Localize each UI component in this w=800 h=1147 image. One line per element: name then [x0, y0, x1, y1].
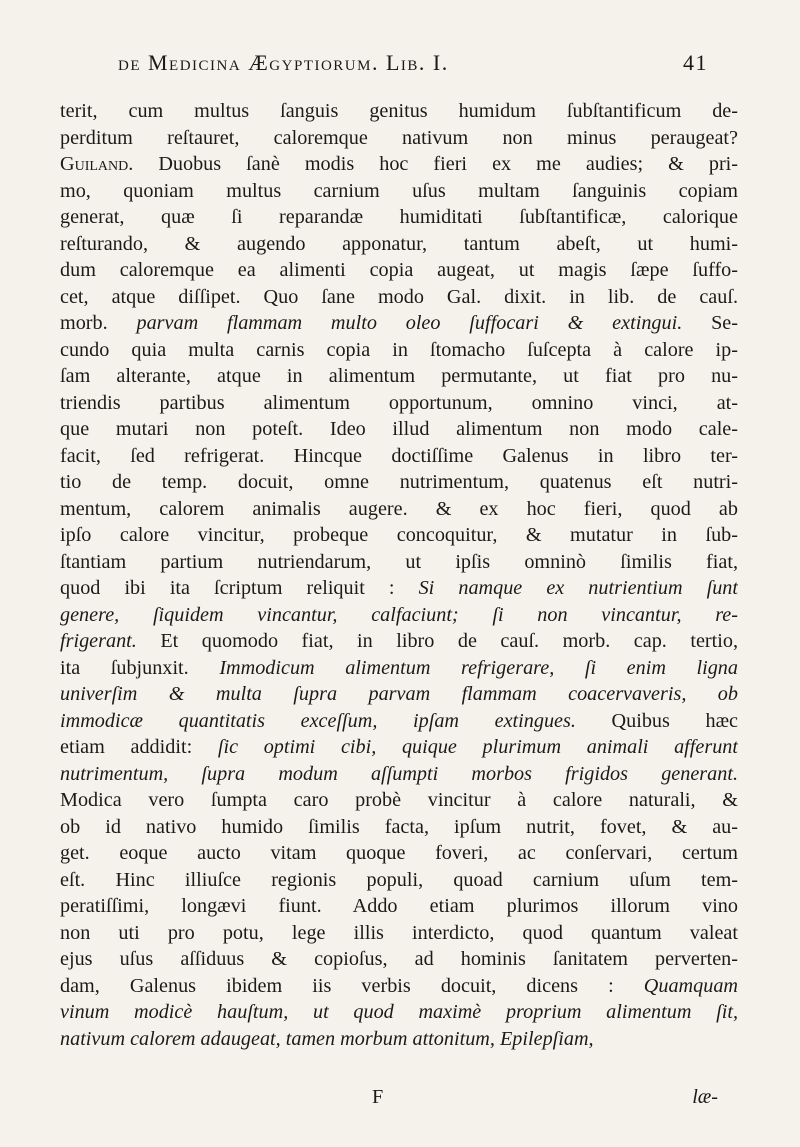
text-segment: dam, Galenus ibidem iis verbis docuit, dicens :: [60, 974, 644, 997]
text-segment: Modica vero ſumpta caro probè vincitur à calore naturali, &: [60, 789, 738, 811]
text-segment: perditum reſtauret, caloremque nativum non minus peraugeat?: [60, 126, 738, 149]
text-line: [60, 893, 738, 920]
text-line: [60, 337, 738, 364]
italic-quotation: ſic optimi cibi, quique plurimum animali afferunt: [217, 736, 738, 758]
text-segment: cundo quia multa carnis copia in ſtomacho ſuſcepta à calore ip-: [60, 338, 738, 361]
text-line: [60, 363, 738, 390]
text-line: [60, 761, 738, 788]
text-segment: mo, quoniam multus carnium uſus multam ſanguinis copiam: [60, 179, 738, 202]
text-line: [60, 734, 738, 761]
text-line: [60, 920, 738, 947]
italic-quotation: vinum modicè hauſtum, ut quod maximè proprium alimentum ſit,: [60, 1001, 738, 1023]
text-segment: que mutari non poteſt. Ideo illud alimentum non modo cale-: [60, 418, 738, 440]
text-line: [60, 469, 738, 496]
text-line: [60, 655, 738, 682]
text-line: [60, 1026, 738, 1053]
text-line: [60, 549, 738, 576]
text-line: [60, 231, 738, 258]
text-line: [60, 628, 738, 655]
text-line: [60, 390, 738, 417]
catchword: læ-: [692, 1086, 718, 1108]
text-line: [60, 999, 738, 1026]
text-line: [60, 310, 738, 337]
page-footer: [60, 1086, 738, 1114]
text-segment: ſam alterante, atque in alimentum permutante, ut fiat pro nu-: [60, 365, 738, 387]
body-text: [60, 98, 738, 1052]
text-segment: non uti pro potu, lege illis interdicto, quod quantum valeat: [60, 921, 738, 944]
text-line: [60, 867, 738, 894]
text-line: [60, 973, 738, 1000]
text-segment: ejus uſus aſſiduus & copioſus, ad hominis ſanitatem perverten-: [60, 948, 738, 970]
running-head: [118, 50, 708, 82]
text-segment: etiam addidit:: [60, 736, 218, 758]
signature-mark: F: [372, 1086, 384, 1108]
italic-quotation: Quamquam: [643, 974, 738, 997]
text-segment: mentum, calorem animalis augere. & ex hoc fieri, quod ab: [60, 497, 738, 520]
text-segment: quod ibi ita ſcriptum reliquit :: [60, 577, 419, 599]
text-segment: tio de temp. docuit, omne nutrimentum, quatenus eſt nutri-: [60, 471, 738, 493]
text-line: [60, 257, 738, 284]
text-line: [60, 151, 738, 178]
text-segment: ſtantiam partium nutriendarum, ut ipſis omninò ſimilis fiat,: [60, 550, 738, 573]
italic-quotation: frigerant.: [60, 630, 137, 652]
text-line: [60, 178, 738, 205]
text-segment: get. eoque aucto vitam quoque foveri, ac conſervari, certum: [60, 842, 738, 864]
text-line: [60, 575, 738, 602]
text-segment: cet, atque diſſipet. Quo ſane modo Gal. dixit. in lib. de cauſ.: [60, 285, 738, 308]
text-line: [60, 204, 738, 231]
italic-quotation: parvam flammam multo oleo ſuffocari & extingui.: [136, 312, 683, 334]
italic-quotation: genere, ſiquidem vincantur, calfaciunt; ſi non vincantur, re-: [60, 603, 738, 626]
speaker-name: Guiland.: [60, 153, 134, 175]
text-line: [60, 946, 738, 973]
text-segment: morb.: [60, 312, 137, 334]
italic-quotation: nutrimentum, ſupra modum aſſumpti morbos frigidos generant.: [60, 762, 738, 785]
text-line: [60, 522, 738, 549]
text-line: [60, 125, 738, 152]
text-segment: Et quomodo fiat, in libro de cauſ. morb. cap. tertio,: [136, 630, 738, 652]
page-number: 41: [683, 50, 708, 75]
italic-quotation: immodicæ quantitatis exceſſum, ipſam extingues.: [60, 709, 576, 732]
text-segment: dum caloremque ea alimenti copia augeat, ut magis ſæpe ſuffo-: [60, 259, 738, 281]
italic-quotation: univerſim & multa ſupra parvam flammam coacervaveris, ob: [60, 683, 738, 705]
text-line: [60, 681, 738, 708]
text-segment: Quibus hæc: [575, 709, 738, 732]
text-line: [60, 284, 738, 311]
text-segment: Duobus ſanè modis hoc fieri ex me audies; & pri-: [133, 153, 738, 175]
text-segment: Se-: [682, 312, 738, 334]
text-segment: facit, ſed refrigerat. Hincque doctiſſime Galenus in libro ter-: [60, 444, 738, 467]
text-segment: reſturando, & augendo apponatur, tantum abeſt, ut humi-: [60, 232, 738, 255]
italic-quotation: Immodicum alimentum refrigerare, ſi enim ligna: [219, 656, 738, 679]
text-line: [60, 496, 738, 523]
text-line: [60, 708, 738, 735]
text-segment: generat, quæ ſi reparandæ humiditati ſubſtantificæ, calorique: [60, 206, 738, 228]
text-segment: terit, cum multus ſanguis genitus humidum ſubſtantificum de-: [60, 100, 738, 122]
text-line: [60, 814, 738, 841]
italic-quotation: nativum calorem adaugeat, tamen morbum attonitum, Epilepſiam,: [60, 1027, 594, 1050]
text-line: [60, 416, 738, 443]
running-head-title: de Medicina Ægyptiorum. Lib. I.: [118, 50, 449, 75]
text-segment: ipſo calore vincitur, probeque concoquitur, & mutatur in ſub-: [60, 524, 738, 546]
text-segment: triendis partibus alimentum opportunum, omnino vinci, at-: [60, 391, 738, 414]
text-line: [60, 443, 738, 470]
text-segment: ob id nativo humido ſimilis facta, ipſum nutrit, fovet, & au-: [60, 815, 738, 838]
text-segment: peratiſſimi, longævi fiunt. Addo etiam plurimos illorum vino: [60, 895, 738, 917]
text-line: [60, 98, 738, 125]
text-line: [60, 787, 738, 814]
text-line: [60, 602, 738, 629]
text-segment: ita ſubjunxit.: [60, 656, 220, 679]
text-segment: eſt. Hinc illiuſce regionis populi, quoad carnium uſum tem-: [60, 868, 738, 891]
italic-quotation: Si namque ex nutrientium ſunt: [418, 577, 738, 599]
text-line: [60, 840, 738, 867]
